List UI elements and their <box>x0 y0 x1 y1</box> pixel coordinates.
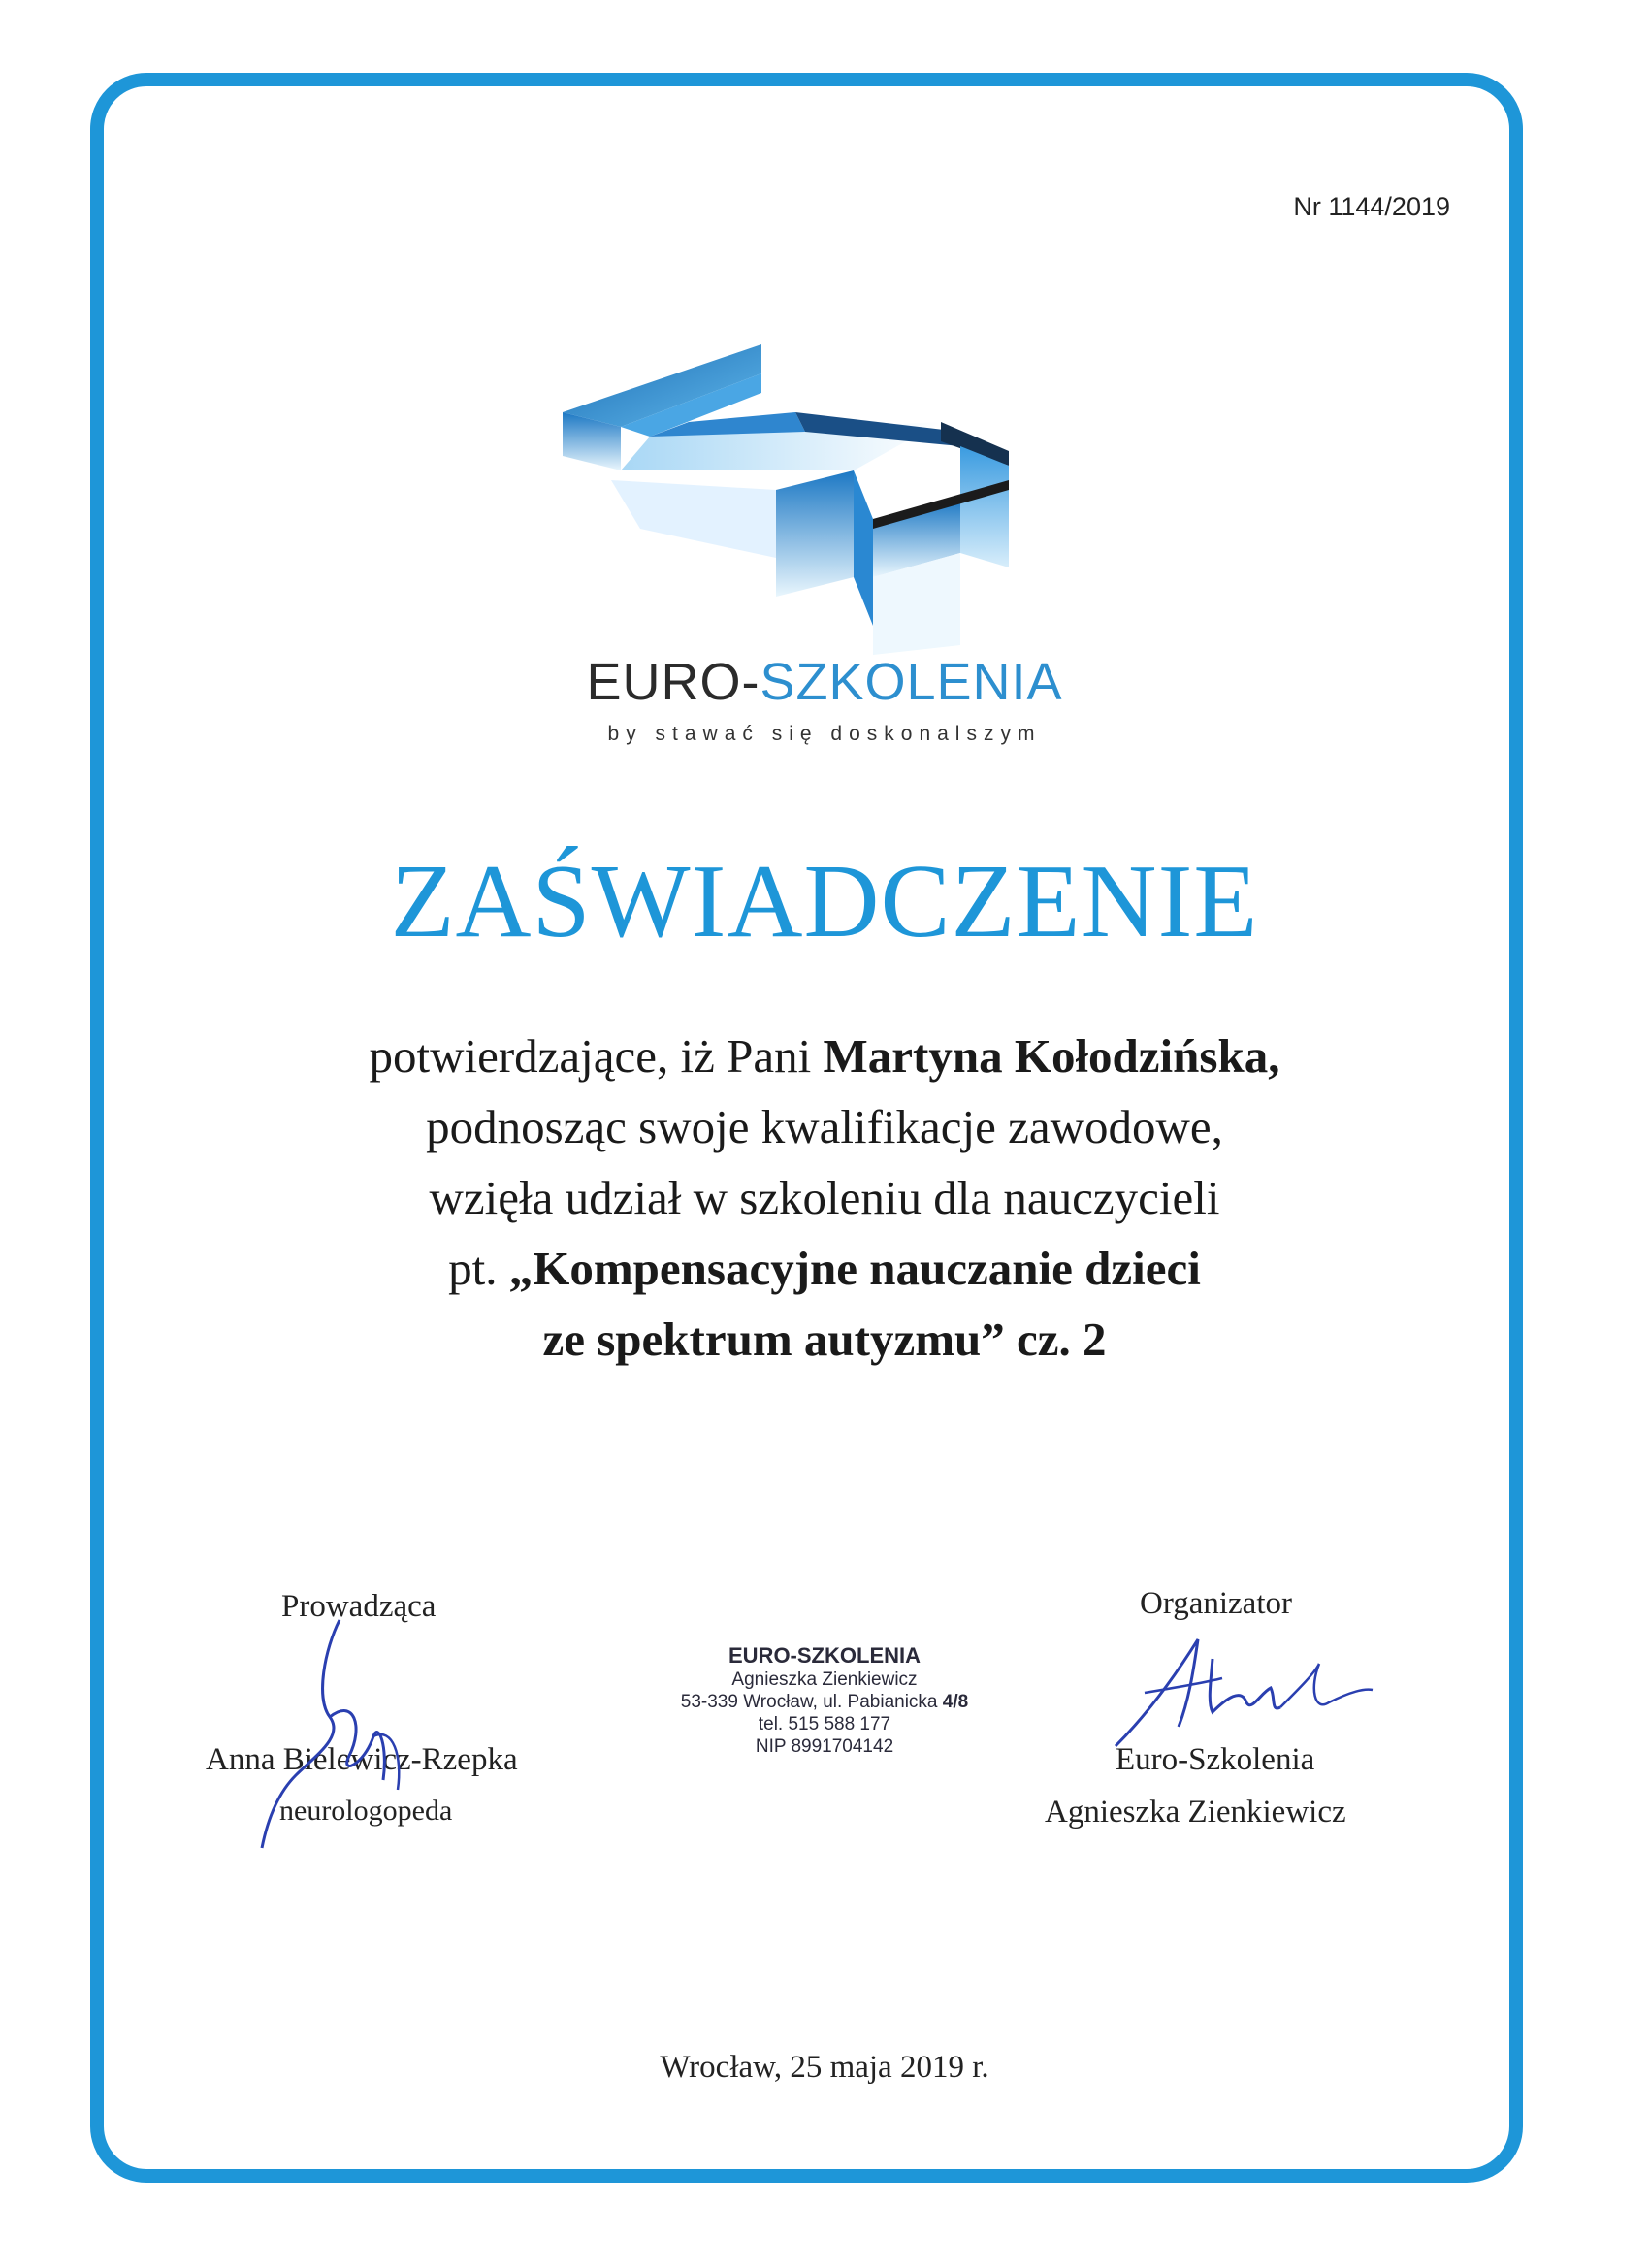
left-signatory-role: Prowadząca <box>281 1589 436 1624</box>
course-title-part2: ze spektrum autyzmu” cz. 2 <box>542 1312 1107 1366</box>
body-line-1-prefix: potwierdzające, iż Pani <box>369 1029 824 1083</box>
brand-tagline: by stawać się doskonalszym <box>607 723 1042 745</box>
stamp-owner: Agnieszka Zienkiewicz <box>731 1669 918 1690</box>
stamp-nip: NIP 8991704142 <box>755 1736 894 1757</box>
body-line-1 <box>0 1021 1649 1091</box>
place-and-date: Wrocław, 25 maja 2019 r. <box>660 2050 989 2085</box>
body-line-4 <box>0 1233 1649 1304</box>
body-line-4-prefix: pt. <box>448 1242 509 1295</box>
company-stamp <box>0 1644 1649 1758</box>
stamp-address <box>0 1691 1649 1713</box>
stamp-address-street: 53-339 Wrocław, ul. Pabianicka <box>680 1692 943 1712</box>
document-title: ZAŚWIADCZENIE <box>390 844 1259 959</box>
left-signatory-title: neurologopeda <box>279 1795 453 1827</box>
left-signatory-name: Anna Bielewicz-Rzepka <box>206 1742 518 1777</box>
right-signatory-name: Agnieszka Zienkiewicz <box>1045 1795 1346 1830</box>
right-signatory-company: Euro-Szkolenia <box>1116 1742 1315 1777</box>
body-line-2: podnosząc swoje kwalifikacje zawodowe, <box>426 1100 1223 1153</box>
brand-name-part2: SZKOLENIA <box>760 653 1063 711</box>
body-line-5 <box>0 1304 1649 1375</box>
euro-szkolenia-logo-icon <box>553 335 1057 655</box>
right-signature-icon <box>1106 1620 1377 1756</box>
stamp-phone: tel. 515 588 177 <box>758 1714 891 1734</box>
brand-name <box>0 652 1649 712</box>
body-line-3: wzięła udział w szkoleniu dla nauczycieli <box>429 1171 1220 1224</box>
certificate-body <box>0 1021 1649 1375</box>
certificate-number: Nr 1144/2019 <box>1293 192 1450 221</box>
recipient-name: Martyna Kołodzińska, <box>823 1029 1280 1083</box>
stamp-company: EURO-SZKOLENIA <box>728 1643 921 1668</box>
stamp-address-number: 4/8 <box>942 1692 969 1712</box>
course-title-part1: „Kompensacyjne nauczanie dzieci <box>508 1242 1201 1295</box>
brand-name-part1: EURO- <box>586 653 760 711</box>
right-signatory-role: Organizator <box>1140 1586 1292 1621</box>
